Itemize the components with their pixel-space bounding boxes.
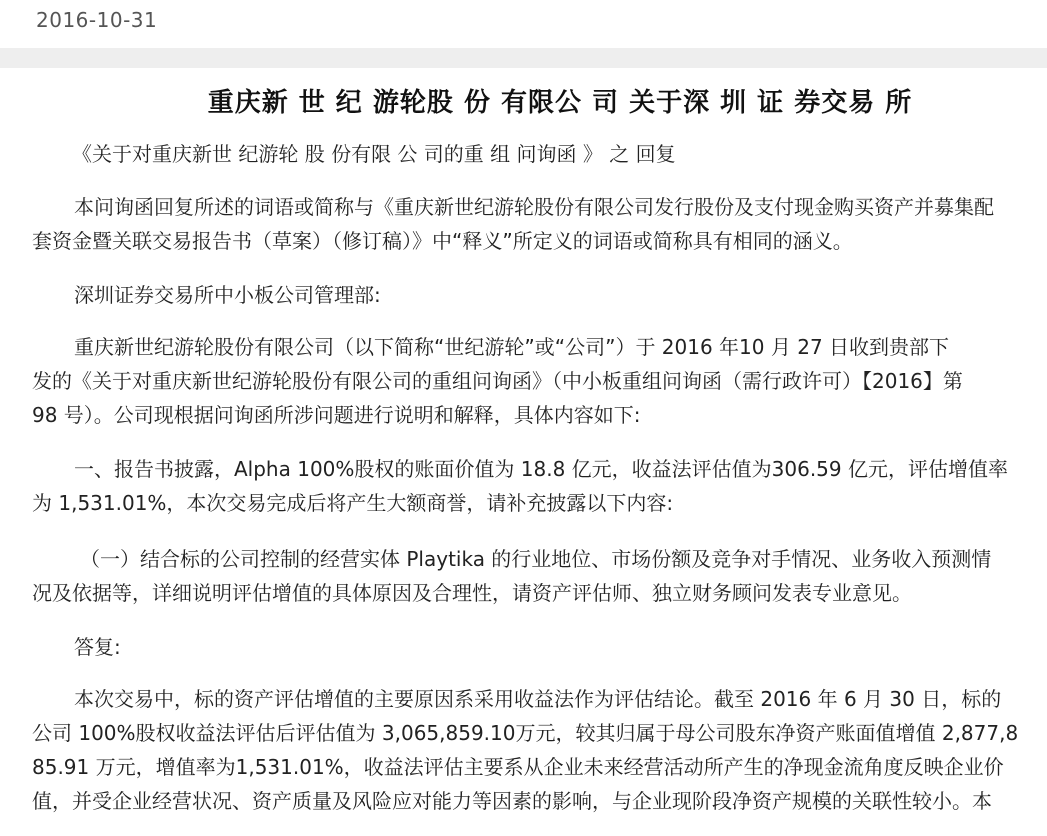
- paragraph-line: 本问询函回复所述的词语或简称与《重庆新世纪游轮股份有限公司发行股份及支付现金购买资产并募集配: [74, 195, 994, 219]
- paragraph-line: 发的《关于对重庆新世纪游轮股份有限公司的重组问询函》（中小板重组问询函（需行政许可）【2016】第: [32, 369, 963, 393]
- paragraph-line: 98 号）。公司现根据问询函所涉问题进行说明和解释，具体内容如下:: [32, 403, 641, 427]
- date-header: [0, 0, 1047, 48]
- paragraph-line: （一）结合标的公司控制的经营实体 Playtika 的行业地位、市场份额及竞争对手情况、业务收入预测情: [80, 547, 992, 571]
- document-body: [0, 68, 1047, 836]
- paragraph-line: 套资金暨关联交易报告书（草案）（修订稿）》中“释义”所定义的词语或简称具有相同的涵义。: [32, 229, 853, 253]
- document-title: 重庆新 世 纪 游轮股 份 有限公 司 关于深 圳 证 券交易 所: [207, 88, 913, 118]
- paragraph-line: 重庆新世纪游轮股份有限公司（以下简称“世纪游轮”或“公司”）于 2016 年10 月 27 日收到贵部下: [74, 335, 950, 359]
- paragraph-line: 况及依据等，详细说明评估增值的具体原因及合理性，请资产评估师、独立财务顾问发表专业意见。: [32, 581, 912, 605]
- paragraph-line: 为 1,531.01%，本次交易完成后将产生大额商誉，请补充披露以下内容:: [32, 491, 674, 515]
- document-subtitle: 《关于对重庆新世 纪游轮 股 份有限 公 司的重 组 问询函 》 之 回复: [72, 142, 676, 166]
- paragraph-line: 85.91 万元，增值率为1,531.01%，收益法评估主要系从企业未来经营活动所产生的净现金流角度反映企业价: [32, 755, 1004, 779]
- paragraph-intro: [32, 330, 1042, 432]
- paragraph-line: 答复:: [74, 635, 121, 659]
- publish-date: 2016-10-31: [36, 8, 158, 32]
- paragraph-line: 一、报告书披露，Alpha 100%股权的账面价值为 18.8 亿元，收益法评估值为306.59 亿元，评估增值率: [74, 457, 1008, 481]
- paragraph-line: 公司 100%股权收益法评估后评估值为 3,065,859.10万元，较其归属于母公司股东净资产账面值增值 2,877,8: [32, 721, 1019, 745]
- paragraph-line: 本次交易中，标的资产评估增值的主要原因系采用收益法作为评估结论。截至 2016 年 6 月 30 日，标的: [74, 687, 1002, 711]
- header-separator: [0, 48, 1047, 68]
- paragraph-question-1: [32, 452, 1042, 520]
- paragraph-definitions: [32, 190, 1042, 258]
- paragraph-question-1-1: [32, 542, 1042, 610]
- paragraph-reply-body: [32, 682, 1042, 818]
- paragraph-reply-label: [32, 630, 1042, 664]
- paragraph-line: 值，并受企业经营状况、资产质量及风险应对能力等因素的影响，与企业现阶段净资产规模的关联性较小。本: [32, 789, 992, 813]
- paragraph-line: 深圳证券交易所中小板公司管理部:: [74, 283, 381, 307]
- paragraph-addressee: [32, 278, 1042, 312]
